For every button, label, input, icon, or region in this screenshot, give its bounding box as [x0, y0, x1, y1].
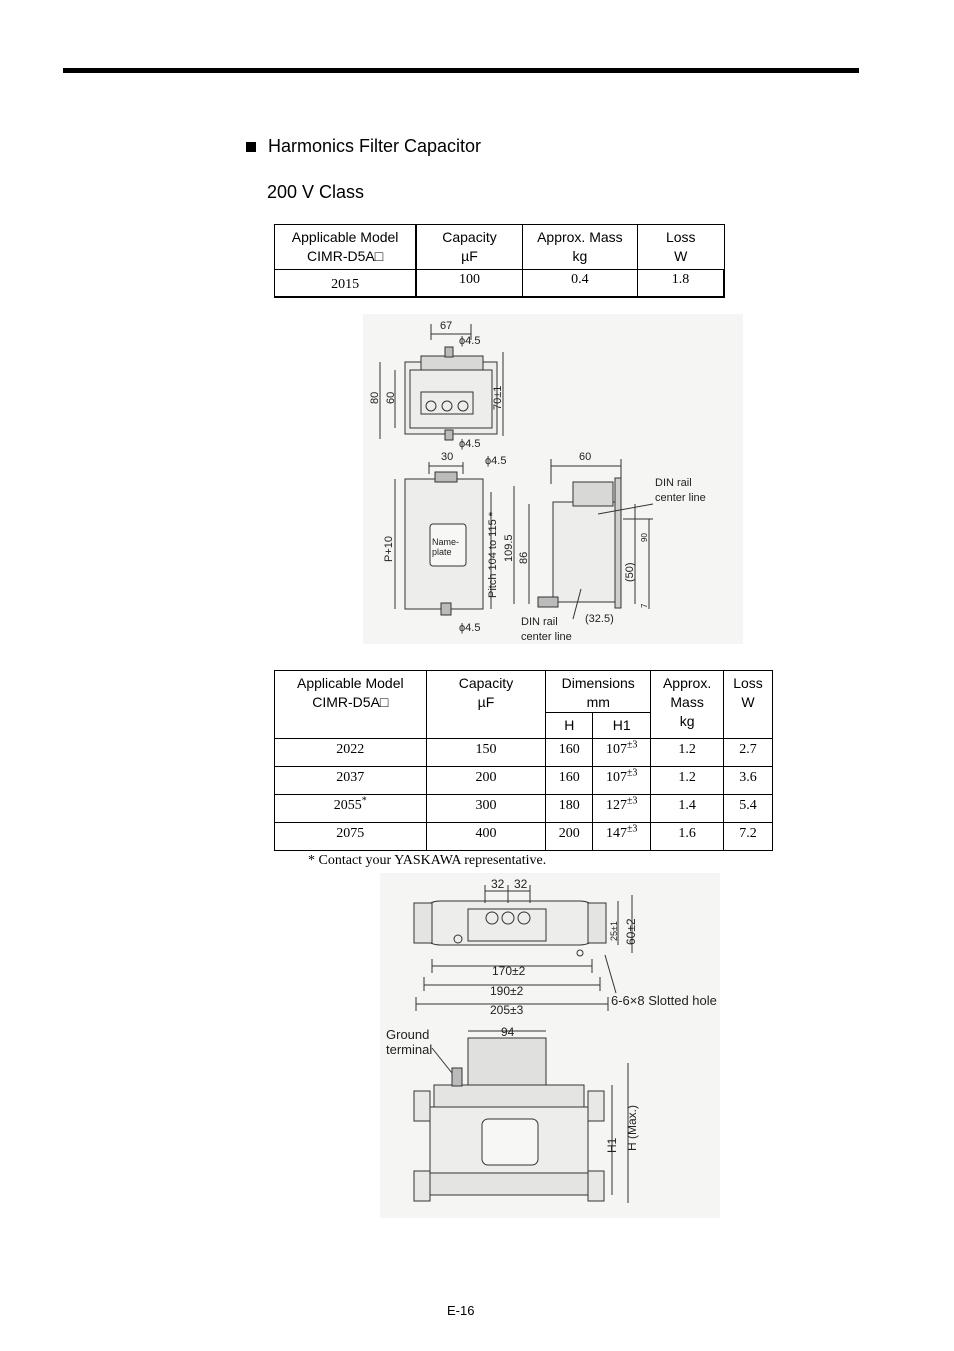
label-slotted-hole: 6-6×8 Slotted hole [611, 993, 717, 1008]
spec-table-1 [274, 224, 725, 298]
spec-table-2 [274, 670, 773, 851]
footnote: * Contact your YASKAWA representative. [308, 853, 547, 868]
cell-mass: 1.2 [651, 767, 724, 795]
cell-h1 [593, 795, 651, 823]
class-title: 200 V Class [267, 182, 365, 202]
header-capacity-line1: Capacity [442, 229, 497, 245]
header-h1: H1 [593, 713, 651, 739]
label-h1095: 109.5 [503, 534, 515, 562]
label-w205: 205±3 [490, 1003, 524, 1017]
cell-h1-tolerance: ±3 [626, 767, 638, 779]
table-row [275, 739, 773, 767]
cell-loss: 5.4 [724, 795, 773, 823]
label-phi-top: ϕ4.5 [459, 335, 481, 347]
label-phi-bottom: ϕ4.5 [459, 622, 481, 634]
header-loss-line2: W [741, 694, 755, 710]
cell-h: 180 [546, 795, 593, 823]
label-h80: 80 [369, 391, 381, 404]
cell-h1-tolerance: ±3 [626, 823, 638, 835]
cell-model: 2037 [275, 767, 427, 795]
header-mass-line2: kg [572, 248, 588, 264]
label-h25: 25±1 [609, 921, 619, 941]
cell-h: 160 [546, 767, 593, 795]
header-loss-line1: Loss [665, 229, 696, 245]
label-pitch: Pitch 104 to 115 * [487, 511, 499, 598]
label-h1: H1 [605, 1137, 619, 1153]
label-w32b: 32 [514, 877, 528, 891]
header-capacity-line2: µF [477, 694, 495, 710]
label-w190: 190±2 [490, 984, 524, 998]
cell-model: 2015 [275, 270, 417, 297]
label-h60: 60 [385, 391, 397, 404]
label-h90: 90 [640, 533, 649, 542]
label-h60: 60±2 [624, 918, 638, 945]
header-dims-line2: mm [586, 694, 610, 710]
cell-mass: 1.6 [651, 823, 724, 851]
cell-h1-value: 147 [605, 826, 627, 841]
header-capacity-line2: µF [461, 248, 478, 264]
label-phi-mid: ϕ4.5 [459, 438, 481, 450]
header-mass [651, 671, 724, 739]
header-loss-line1: Loss [733, 675, 763, 691]
header-rule [63, 68, 859, 73]
table-row [275, 767, 773, 795]
cell-model-footnote-mark: * [361, 795, 367, 807]
label-din-top-2: center line [655, 492, 706, 504]
header-capacity [416, 225, 522, 270]
header-model-line2: CIMR-D5A□ [307, 248, 384, 264]
header-loss [724, 671, 773, 739]
cell-h: 160 [546, 739, 593, 767]
cell-h1-tolerance: ±3 [626, 739, 638, 751]
cell-loss: 3.6 [724, 767, 773, 795]
cell-h: 200 [546, 823, 593, 851]
cell-mass: 0.4 [522, 270, 637, 297]
cell-model: 2022 [275, 739, 427, 767]
label-din-top-1: DIN rail [655, 477, 692, 489]
cell-capacity: 200 [426, 767, 546, 795]
header-loss [638, 225, 724, 270]
label-w170: 170±2 [492, 964, 526, 978]
header-mass [522, 225, 637, 270]
label-ground-1: Ground [386, 1027, 430, 1042]
cell-capacity: 150 [426, 739, 546, 767]
label-nameplate-1: Name- [432, 537, 460, 547]
label-w94: 94 [501, 1025, 515, 1039]
label-w32a: 32 [491, 877, 505, 891]
table-row [275, 823, 773, 851]
header-mass-line1: Approx. [662, 675, 712, 691]
label-h7: 7 [640, 603, 649, 608]
cell-h1-value: 127 [605, 798, 627, 813]
cell-loss: 1.8 [638, 270, 724, 297]
section-title [246, 136, 481, 157]
label-nameplate-2: plate [432, 547, 452, 557]
header-h: H [546, 713, 593, 739]
header-model [275, 225, 417, 270]
section-title-text: Harmonics Filter Capacitor [268, 136, 482, 156]
cell-h1-value: 107 [605, 770, 627, 785]
label-ground-2: terminal [386, 1042, 433, 1057]
cell-capacity: 300 [426, 795, 546, 823]
table-row [275, 270, 725, 297]
header-dims-line1: Dimensions [561, 675, 635, 691]
cell-model [275, 795, 427, 823]
label-h70: 70±1 [492, 385, 504, 410]
label-w60: 60 [579, 451, 592, 463]
cell-capacity: 100 [416, 270, 522, 297]
label-p10: P+10 [383, 536, 395, 562]
cell-model: 2075 [275, 823, 427, 851]
label-w30: 30 [441, 451, 454, 463]
square-bullet-icon [246, 142, 256, 152]
header-model-line1: Applicable Model [296, 675, 404, 691]
cell-mass: 1.2 [651, 739, 724, 767]
header-model [275, 671, 427, 739]
header-capacity [426, 671, 546, 739]
cell-h1-tolerance: ±3 [626, 795, 638, 807]
label-din-bot-1: DIN rail [521, 616, 558, 628]
cell-h1-value: 107 [605, 742, 627, 757]
header-model-line2: CIMR-D5A□ [312, 694, 389, 710]
header-mass-line1: Approx. Mass [537, 229, 623, 245]
cell-loss: 2.7 [724, 739, 773, 767]
header-mass-line2: Mass [670, 694, 704, 710]
header-mass-line3: kg [679, 713, 695, 729]
table-row [275, 795, 773, 823]
cell-model-value: 2055 [333, 798, 362, 813]
cell-mass: 1.4 [651, 795, 724, 823]
header-loss-line2: W [674, 248, 688, 264]
header-dimensions [546, 671, 651, 713]
cell-h1 [593, 823, 651, 851]
page-number: E-16 [447, 1303, 475, 1318]
cell-h1 [593, 739, 651, 767]
dimension-drawing-small [363, 314, 743, 644]
dimension-drawing-large [380, 873, 720, 1218]
label-h50: (50) [624, 562, 636, 582]
header-capacity-line1: Capacity [458, 675, 514, 691]
label-phi-side: ϕ4.5 [485, 455, 507, 467]
header-model-line1: Applicable Model [291, 229, 399, 245]
label-w67: 67 [440, 320, 453, 332]
cell-h1 [593, 767, 651, 795]
cell-capacity: 400 [426, 823, 546, 851]
label-w325: (32.5) [585, 613, 614, 625]
label-h86: 86 [518, 551, 530, 564]
label-din-bot-2: center line [521, 631, 572, 643]
cell-loss: 7.2 [724, 823, 773, 851]
label-hmax: H (Max.) [625, 1105, 639, 1151]
